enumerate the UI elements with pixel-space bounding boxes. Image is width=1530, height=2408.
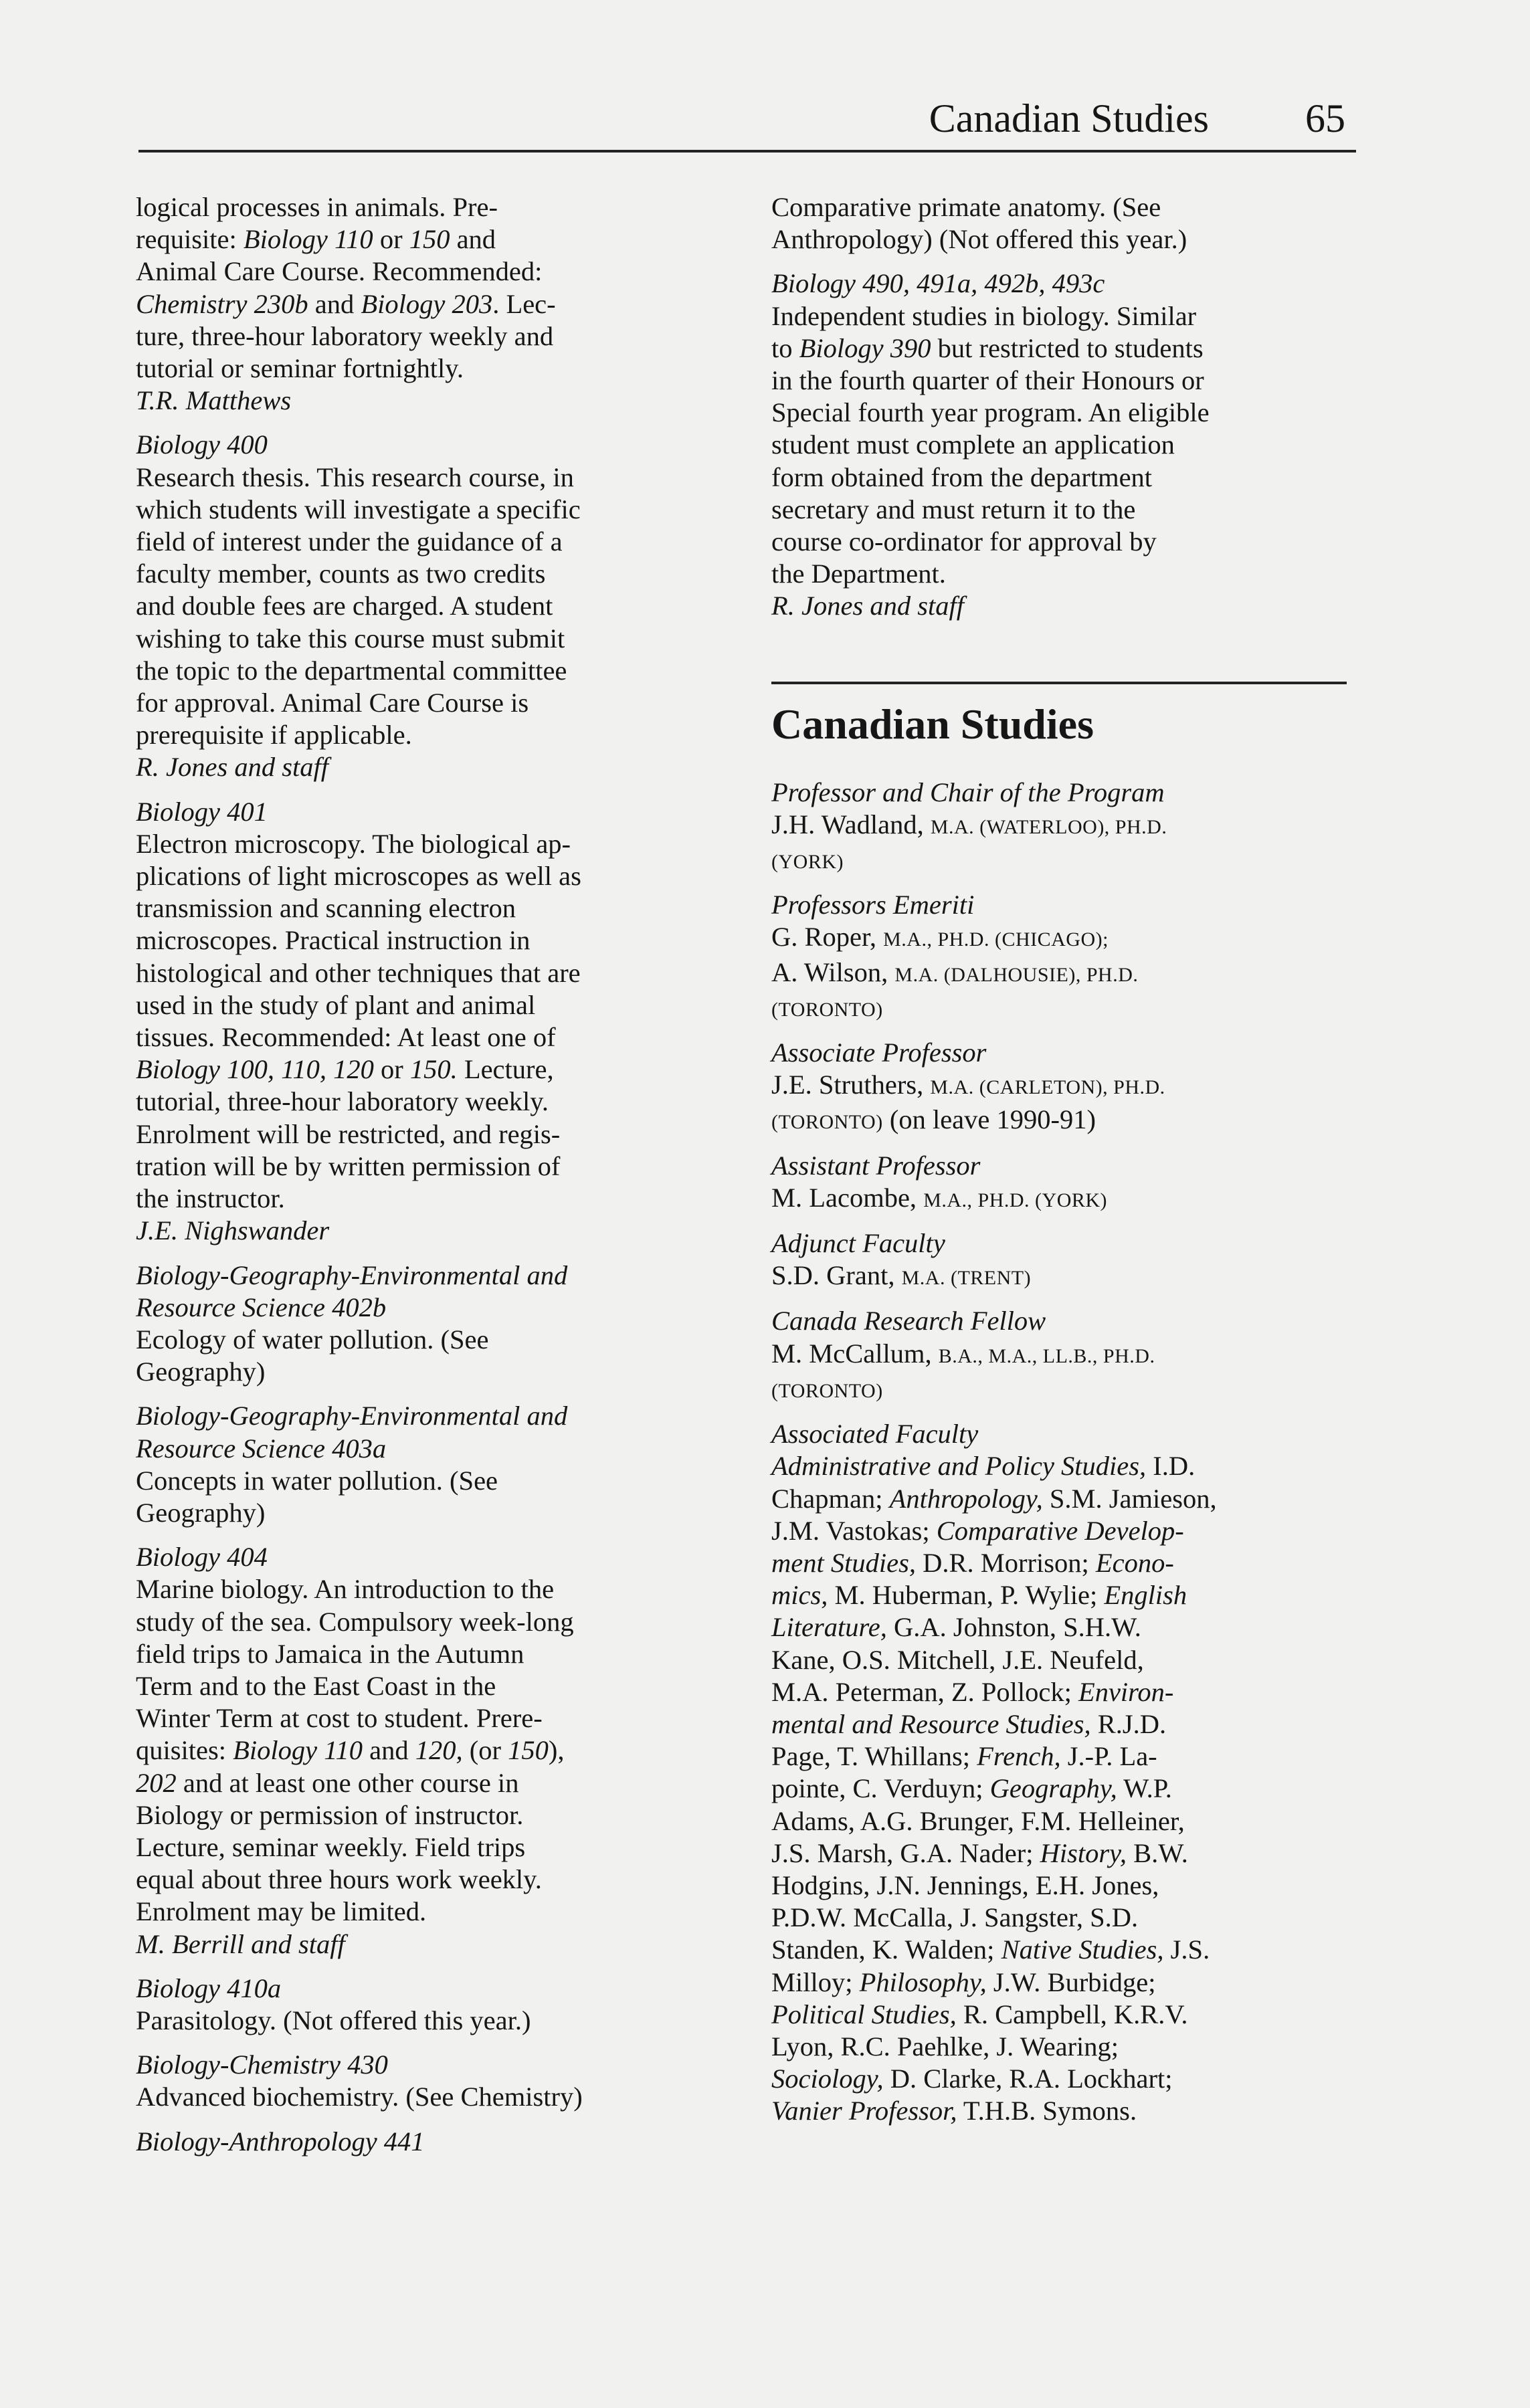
page-number: 65 [1305,96,1345,140]
faculty-group [771,889,1353,1026]
faculty-names: M. Lacombe, M.A., PH.D. (YORK) [771,1182,1108,1213]
course-description: Concepts in water pollution. (See Geography) [136,1465,498,1528]
course-instructor: R. Jones and staff [771,591,964,621]
faculty-rank: Assistant Professor [771,1150,981,1181]
course-entry [136,1973,704,2037]
course-instructor: R. Jones and staff [136,752,328,783]
faculty-names: S.D. Grant, M.A. (TRENT) [771,1260,1032,1291]
course-title: Biology 404 [136,1542,268,1573]
course-description: Research thesis. This research course, in which students will investigate a specific field of interest under the guidance of a faculty member, counts as two credits and double fees are charged. A student wishing to take this course must submit the topic to the departmental committee for approval. Animal Care Course is prerequisite if applicable. [136,462,581,750]
faculty-rank: Professors Emeriti [771,890,975,920]
associated-faculty-list: Administrative and Policy Studies, I.D. Chapman; Anthropology, S.M. Jamieson, J.M. Vastokas; Comparative Develop- ment Studies, D.R. Morrison; Econo- mics, M. Huberman, P. Wylie; English Literature, G.A. Johnston, S.H.W. Kane, O.S. Mitchell, J.E. Neufeld, M.A. Peterman, Z. Pollock; Environ- mental and Resource Studies, R.J.D. Page, T. Whillans; French, J.-P. La- pointe, C. Verduyn; Geography, W.P. Adams, A.G. Brunger, F.M. Helleiner, J.S. Marsh, G.A. Nader; History, B.W. Hodgins, J.N. Jennings, E.H. Jones, P.D.W. McCalla, J. Sangster, S.D. Standen, K. Walden; Native Studies, J.S. Milloy; Philosophy, J.W. Burbidge; Political Studies, R. Campbell, K.R.V. Lyon, R.C. Paehlke, J. Wearing; Sociology, D. Clarke, R.A. Lockhart; Vanier Professor, T.H.B. Symons. [771,1451,1217,2126]
left-column [136,191,704,2170]
course-title: Biology-Geography-Environmental and Resource Science 403a [136,1401,568,1464]
course-entry [136,191,704,417]
associated-faculty-title: Associated Faculty [771,1419,979,1449]
faculty-group [771,1227,1353,1294]
course-title: Biology 410a [136,1973,282,2003]
associated-faculty [771,1418,1353,2127]
faculty-rank: Canada Research Fellow [771,1306,1046,1336]
faculty-rank: Adjunct Faculty [771,1228,945,1259]
faculty-rank: Professor and Chair of the Program [771,777,1165,807]
faculty-names: M. McCallum, B.A., M.A., LL.B., PH.D. (TORONTO) [771,1338,1155,1402]
course-entry [136,2049,704,2113]
course-description: Comparative primate anatomy. (See Anthropology) (Not offered this year.) [771,192,1187,255]
course-description: Ecology of water pollution. (See Geography) [136,1324,489,1387]
course-entry [136,796,704,1247]
course-title: Biology-Anthropology 441 [136,2126,425,2156]
course-entry [136,1541,704,1961]
course-entry [136,429,704,783]
course-description: Parasitology. (Not offered this year.) [136,2005,531,2035]
course-entry [136,2126,704,2158]
section-divider [771,682,1347,684]
faculty-group [771,1150,1353,1217]
faculty-rank: Associate Professor [771,1037,987,1068]
section-heading: Canadian Studies [771,700,1094,748]
faculty-names: J.H. Wadland, M.A. (WATERLOO), PH.D. (YORK) [771,809,1167,874]
course-instructor: J.E. Nighswander [136,1215,330,1246]
course-title: Biology-Chemistry 430 [136,2049,388,2080]
course-title: Biology 490, 491a, 492b, 493c [771,268,1105,299]
course-description: Marine biology. An introduction to the study of the sea. Compulsory week-long field trips to Jamaica in the Autumn Term and to the East Coast in the Winter Term at cost to student. Prere- quisites: Biology 110 and 120, (or 150), 202 and at least one other course in Biology or permission of instructor. Lecture, seminar weekly. Field trips equal about three hours work weekly. Enrolment may be limited. [136,1574,574,1927]
course-title: Biology 401 [136,796,268,827]
faculty-group [771,1037,1353,1139]
course-description: Advanced biochemistry. (See Chemistry) [136,2082,583,2112]
course-title: Biology-Geography-Environmental and Resource Science 402b [136,1260,568,1322]
course-instructor: T.R. Matthews [136,385,292,416]
course-entry [136,1260,704,1389]
course-description: Independent studies in biology. Similar to Biology 390 but restricted to students in the fourth quarter of their Honours or Special fourth year program. An eligible student must complete an application form obtained from the department secretary and must return it to the course co-ordinator for approval by the Department. [771,300,1210,589]
course-title: Biology 400 [136,429,268,460]
faculty-group [771,1305,1353,1407]
faculty-group [771,777,1353,879]
course-description: logical processes in animals. Pre- requisite: Biology 110 or 150 and Animal Care Course. Recommended: Chemistry 230b and Biology 203. Lec- ture, three-hour laboratory weekly and tutorial or seminar fortnightly. [136,192,556,384]
course-entry [771,191,1353,256]
course-instructor: M. Berrill and staff [136,1928,345,1959]
right-column [771,191,1353,2138]
faculty-names: J.E. Struthers, M.A. (CARLETON), PH.D. (TORONTO) (on leave 1990-91) [771,1070,1165,1135]
running-head [138,86,1356,153]
faculty-names: G. Roper, M.A., PH.D. (CHICAGO); A. Wilson, M.A. (DALHOUSIE), PH.D. (TORONTO) [771,922,1139,1021]
course-entry [136,1400,704,1529]
course-description: Electron microscopy. The biological ap- plications of light microscopes as well as transmission and scanning electron microscopes. Practical instruction in histological and other techniques that are used in the study of plant and animal tissues. Recommended: At least one of Biology 100, 110, 120 or 150. Lecture, tutorial, three-hour laboratory weekly. Enrolment will be restricted, and regis- tration will be by written permission of the instructor. [136,828,581,1214]
course-entry [771,268,1353,622]
running-head-title: Canadian Studies [929,96,1209,140]
